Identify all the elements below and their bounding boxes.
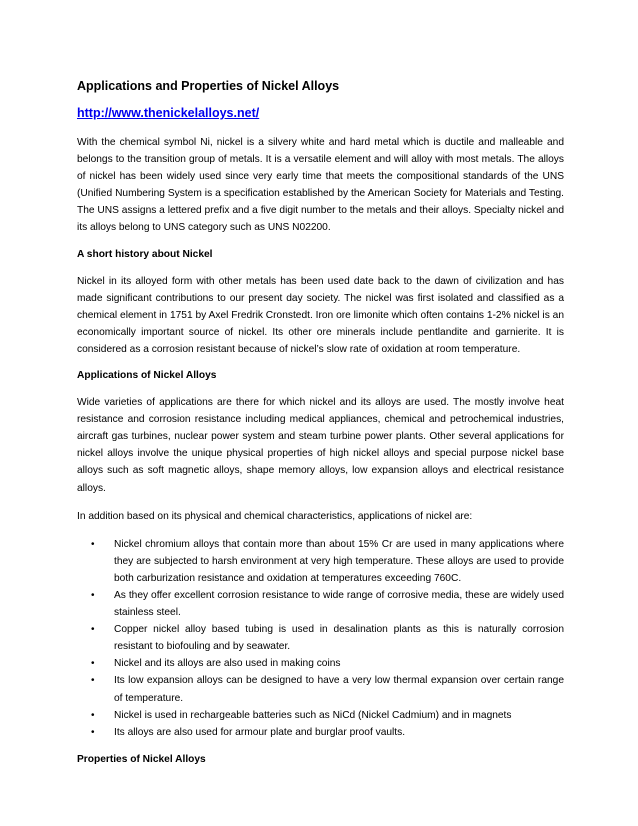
list-item	[77, 621, 564, 655]
bullet-icon: •	[91, 675, 95, 687]
list-item-text: Copper nickel alloy based tubing is used in desalination plants as this is naturally corrosion resistant to biofouling and by seawater.	[114, 624, 564, 653]
bullet-icon: •	[91, 726, 95, 738]
list-item-text: Nickel chromium alloys that contain more than about 15% Cr are used in many applications where they are subjected to harsh environment at very high temperature. These alloys are used to provide both carburization resistance and oxidation at temperatures exceeding 760C.	[114, 538, 564, 584]
history-heading: A short history about Nickel	[77, 248, 213, 260]
intro-paragraph: With the chemical symbol Ni, nickel is a silvery white and hard metal which is ductile and malleable and belongs to the transition group of metals. It is a versatile element and will alloy with most metals. The alloys of nickel has been widely used since very early time that meets the compositional standards of the UNS (Unified Numbering System is a specification established by the American Society for Materials and Testing. The UNS assigns a lettered prefix and a five digit number to the metals and their alloys. Specialty nickel and its alloys belong to UNS category such as UNS N02200.	[77, 137, 564, 234]
bullet-icon: •	[91, 589, 95, 601]
applications-paragraph: Wide varieties of applications are there for which nickel and its alloys are used. The mostly involve heat resistance and corrosion resistance including medical appliances, chemical and petrochemical industries, aircraft gas turbines, nuclear power system and steam turbine power plants. Other several applications for nickel alloys involve the unique physical properties of high nickel alloys and special purpose nickel base alloys such as soft magnetic alloys, shape memory alloys, low expansion alloys and electrical resistance alloys.	[77, 397, 564, 494]
list-item	[77, 672, 564, 706]
list-item	[77, 587, 564, 621]
page-title: Applications and Properties of Nickel Alloys	[77, 79, 340, 93]
list-item	[77, 724, 564, 741]
applications-heading: Applications of Nickel Alloys	[77, 370, 217, 382]
applications-list	[77, 536, 564, 741]
history-paragraph: Nickel in its alloyed form with other metals has been used date back to the dawn of civilization and has made significant contributions to our present day society. The nickel was first isolated and classified as a chemical element in 1751 by Axel Fredrik Cronstedt. Iron ore limonite which often contains 1-2% nickel is an economically important source of nickel. Its other ore minerals include pentlandite and garnierite. It is considered as a corrosion resistant because of nickel’s slow rate of oxidation at room temperature.	[77, 275, 564, 355]
list-item-text: Its alloys are also used for armour plate and burglar proof vaults.	[114, 726, 406, 738]
bullet-icon: •	[91, 538, 95, 550]
list-item-text: As they offer excellent corrosion resistance to wide range of corrosive media, these are widely used stainless steel.	[114, 589, 564, 619]
list-item	[77, 536, 564, 587]
additional-paragraph: In addition based on its physical and chemical characteristics, applications of nickel are:	[77, 510, 473, 522]
list-item-text: Nickel is used in rechargeable batteries such as NiCd (Nickel Cadmium) and in magnets	[114, 709, 512, 721]
properties-heading: Properties of Nickel Alloys	[77, 753, 206, 765]
bullet-icon: •	[91, 624, 95, 636]
bullet-icon: •	[91, 709, 95, 721]
list-item-text: Its low expansion alloys can be designed to have a very low thermal expansion over certain range of temperature.	[114, 675, 564, 704]
bullet-icon: •	[91, 658, 95, 670]
list-item	[77, 655, 564, 672]
website-link[interactable]: http://www.thenickelalloys.net/	[77, 106, 260, 120]
document-content	[77, 78, 564, 778]
list-item	[77, 707, 564, 724]
list-item-text: Nickel and its alloys are also used in making coins	[114, 658, 341, 670]
